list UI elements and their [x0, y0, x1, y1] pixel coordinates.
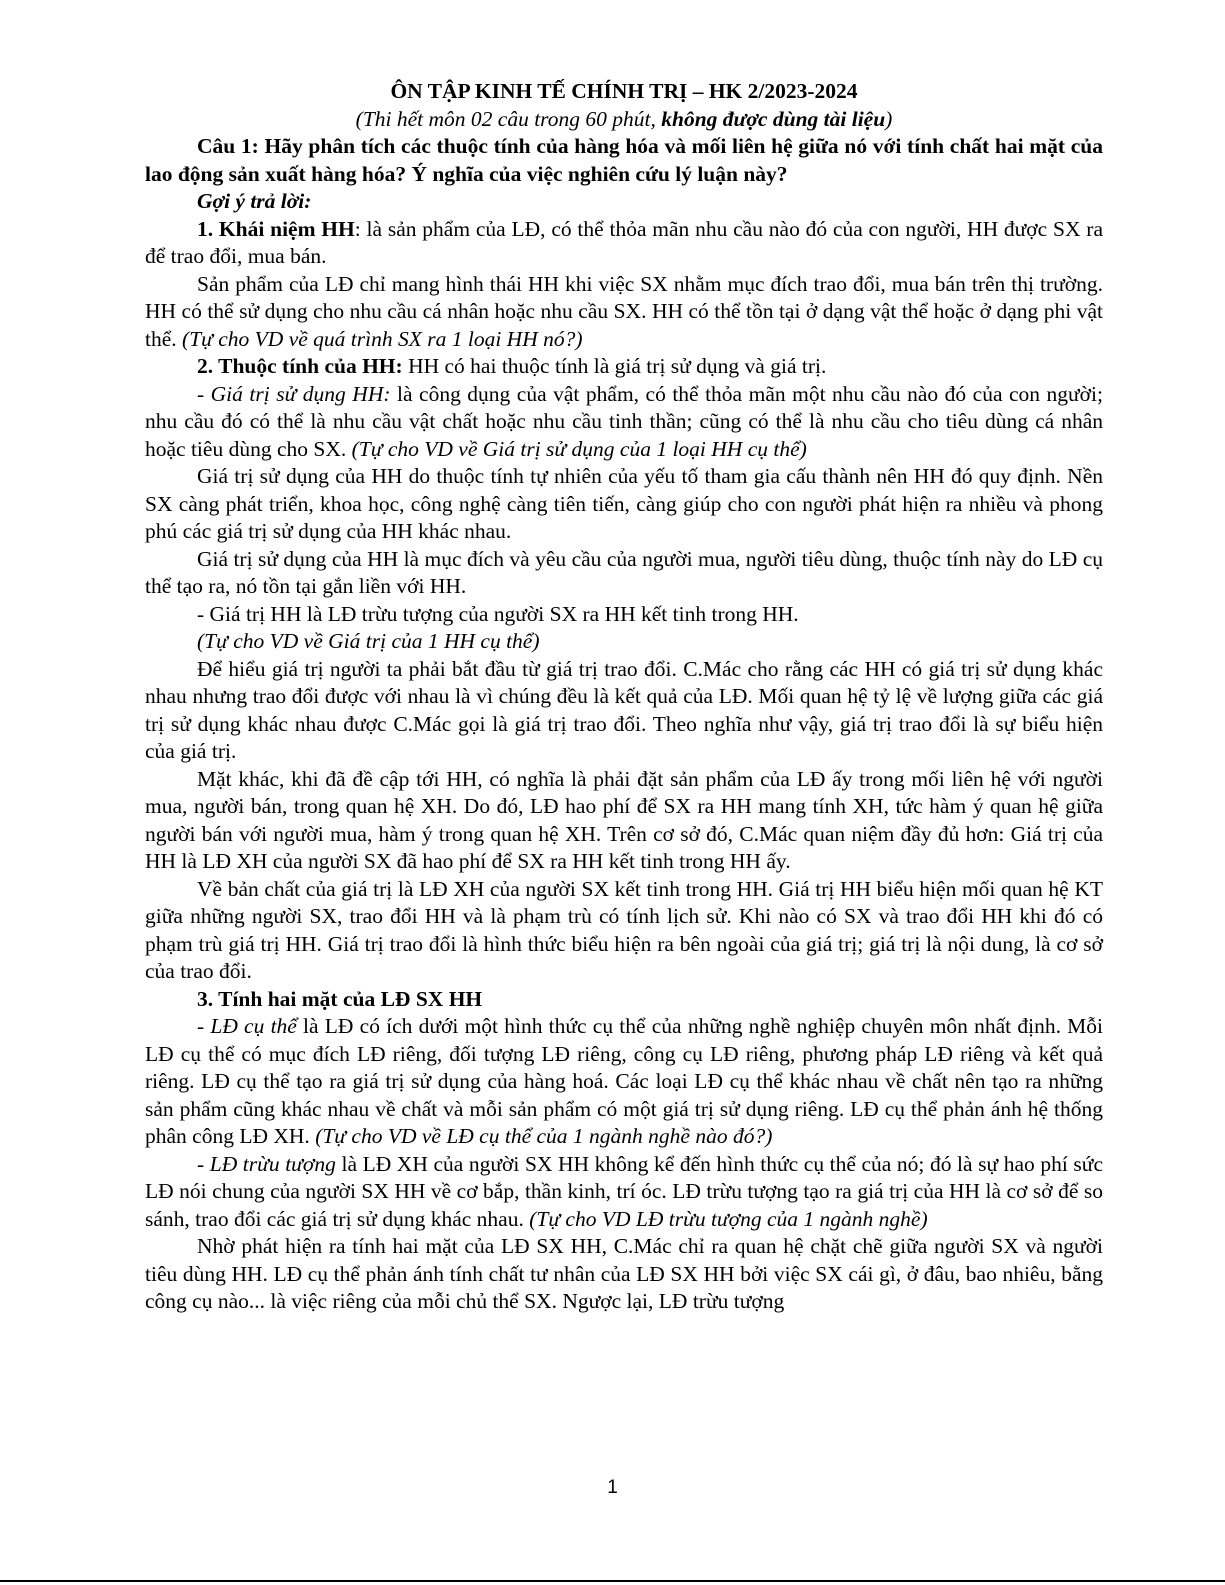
truutuong-paragraph: [145, 1151, 1103, 1234]
section-2-text: HH có hai thuộc tính là giá trị sử dụng và giá trị.: [402, 354, 827, 378]
page-title: ÔN TẬP KINH TẾ CHÍNH TRỊ – HK 2/2023-2024: [390, 79, 858, 103]
section-2-note-c: (Tự cho VD về Giá trị của 1 HH cụ thể): [197, 629, 540, 653]
cuthe-text: là LĐ có ích dưới một hình thức cụ thể của những nghề nghiệp chuyên môn nhất định. Mỗi LĐ cụ thể có mục đích LĐ riêng, đối tượng LĐ riêng, công cụ LĐ riêng, phương pháp LĐ riêng và kết quả riêng. LĐ cụ thể tạo ra giá trị sử dụng của hàng hoá. Các loại LĐ cụ thể khác nhau về chất nên tạo ra những sản phẩm cũng khác nhau về chất và mỗi sản phẩm có một giá trị sử dụng riêng. LĐ cụ thể phản ánh hệ thống phân công LĐ XH.: [145, 1014, 1104, 1148]
section-2-paragraph-a: Giá trị sử dụng của HH do thuộc tính tự nhiên của yếu tố tham gia cấu thành nên HH đó quy định. Nền SX càng phát triển, khoa học, công nghệ càng tiên tiến, càng giúp cho con người phát hiện ra nhiều và phong phú các giá trị sử dụng của HH khác nhau.: [145, 464, 1103, 543]
truutuong-text: là LĐ XH của người SX HH không kể đến hình thức cụ thể của nó; đó là sự hao phí sức LĐ nói chung của người SX HH về cơ bắp, thần kinh, trí óc. LĐ trừu tượng tạo ra giá trị của HH là cơ sở để so sánh, trao đổi các giá trị sử dụng khác nhau.: [145, 1151, 1103, 1231]
section-3-heading: 3. Tính hai mặt của LĐ SX HH: [197, 986, 483, 1011]
gtsd-paragraph: [145, 381, 1103, 464]
section-2-paragraph-f: Về bản chất của giá trị là LĐ XH của người SX kết tinh trong HH. Giá trị HH biểu hiện mối quan hệ KT giữa những người SX, trao đổi HH và là phạm trù có tính lịch sử. Khi nào có SX và trao đổi HH khi đó có phạm trù giá trị HH. Giá trị trao đổi là hình thức biểu hiện ra bên ngoài của giá trị; giá trị là nội dung, là cơ sở của trao đổi.: [145, 876, 1103, 983]
document-page: [145, 78, 1103, 1316]
section-1-text: : là sản phẩm của LĐ, có thể thỏa mãn nhu cầu nào đó của con người, HH được SX ra để trao đổi, mua bán.: [145, 216, 1103, 268]
section-2-paragraph-d: Để hiểu giá trị người ta phải bắt đầu từ giá trị trao đổi. C.Mác cho rằng các HH có giá trị sử dụng khác nhau nhưng trao đổi được với nhau là vì chúng đều là kết quả của LĐ. Mối quan hệ tỷ lệ về lượng giữa các giá trị sử dụng khác nhau được C.Mác gọi là giá trị trao đổi. Theo nghĩa như vậy, giá trị trao đổi là sự biểu hiện của giá trị.: [145, 656, 1103, 763]
subtitle-part-c: ): [885, 106, 893, 131]
section-2-paragraph-c: - Giá trị HH là LĐ trừu tượng của người SX ra HH kết tinh trong HH.: [197, 601, 799, 626]
section-1-paragraph-2: [145, 271, 1103, 354]
section-2-paragraph: [145, 353, 1103, 381]
section-2-heading: 2. Thuộc tính của HH:: [197, 354, 403, 378]
subtitle-part-a: (Thi hết môn 02 câu trong 60 phút,: [355, 106, 662, 131]
page-number: 1: [607, 1477, 618, 1498]
gtsd-label: - Giá trị sử dụng HH:: [197, 381, 391, 406]
gtsd-note: (Tự cho VD về Giá trị sử dụng của 1 loại HH cụ thể): [351, 436, 807, 461]
hint-label: Gợi ý trả lời:: [197, 189, 312, 213]
page-subtitle: [145, 106, 1103, 134]
page-bottom-divider: [0, 1580, 1225, 1582]
section-2-paragraph-b: Giá trị sử dụng của HH là mục đích và yêu cầu của người mua, người tiêu dùng, thuộc tính này do LĐ cụ thể tạo ra, nó tồn tại gắn liền với HH.: [145, 546, 1103, 598]
subtitle-part-b: không được dùng tài liệu: [661, 106, 886, 131]
section-2-paragraph-e: Mặt khác, khi đã đề cập tới HH, có nghĩa là phải đặt sản phẩm của LĐ ấy trong mối liên hệ với người mua, người bán, trong quan hệ XH. Do đó, LĐ hao phí để SX ra HH mang tính XH, tức hàm ý quan hệ giữa người bán với người mua, hàm ý trong quan hệ XH. Trên cơ sở đó, C.Mác quan niệm đầy đủ hơn: Giá trị của HH là LĐ XH của người SX đã hao phí để SX ra HH kết tinh trong HH ấy.: [145, 766, 1103, 873]
cuthe-note: (Tự cho VD về LĐ cụ thể của 1 ngành nghề nào đó?): [315, 1124, 773, 1148]
section-1-heading: 1. Khái niệm HH: [197, 216, 355, 241]
truutuong-note: (Tự cho VD LĐ trừu tượng của 1 ngành nghề): [529, 1206, 928, 1231]
cuthe-paragraph: [145, 1013, 1103, 1151]
section-1-p2-text: Sản phẩm của LĐ chỉ mang hình thái HH khi việc SX nhằm mục đích trao đổi, mua bán trên thị trường. HH có thể sử dụng cho nhu cầu cá nhân hoặc nhu cầu SX. HH có thể tồn tại ở dạng vật thể hoặc ở dạng phi vật thể.: [145, 271, 1103, 351]
gtsd-text: là công dụng của vật phẩm, có thể thỏa mãn một nhu cầu nào đó của con người; nhu cầu đó có thể là nhu cầu vật chất hoặc nhu cầu tinh thần; cũng có thể là nhu cầu cho tiêu dùng cá nhân hoặc tiêu dùng cho SX.: [145, 381, 1103, 461]
question-heading: Câu 1: Hãy phân tích các thuộc tính của hàng hóa và mối liên hệ giữa nó với tính chất hai mặt của lao động sản xuất hàng hóa? Ý nghĩa của việc nghiên cứu lý luận này?: [145, 134, 1103, 186]
section-3-last-paragraph: Nhờ phát hiện ra tính hai mặt của LĐ SX HH, C.Mác chỉ ra quan hệ chặt chẽ giữa người SX và người tiêu dùng HH. LĐ cụ thể phản ánh tính chất tư nhân của LĐ SX HH bởi việc SX cái gì, ở đâu, bao nhiêu, bằng công cụ nào... là việc riêng của mỗi chủ thể SX. Ngược lại, LĐ trừu tượng: [145, 1234, 1103, 1313]
section-1-paragraph: [145, 216, 1103, 271]
truutuong-label: - LĐ trừu tượng: [197, 1151, 336, 1176]
section-1-p2-note: (Tự cho VD về quá trình SX ra 1 loại HH nó?): [182, 326, 583, 351]
cuthe-label: - LĐ cụ thể: [197, 1014, 297, 1038]
